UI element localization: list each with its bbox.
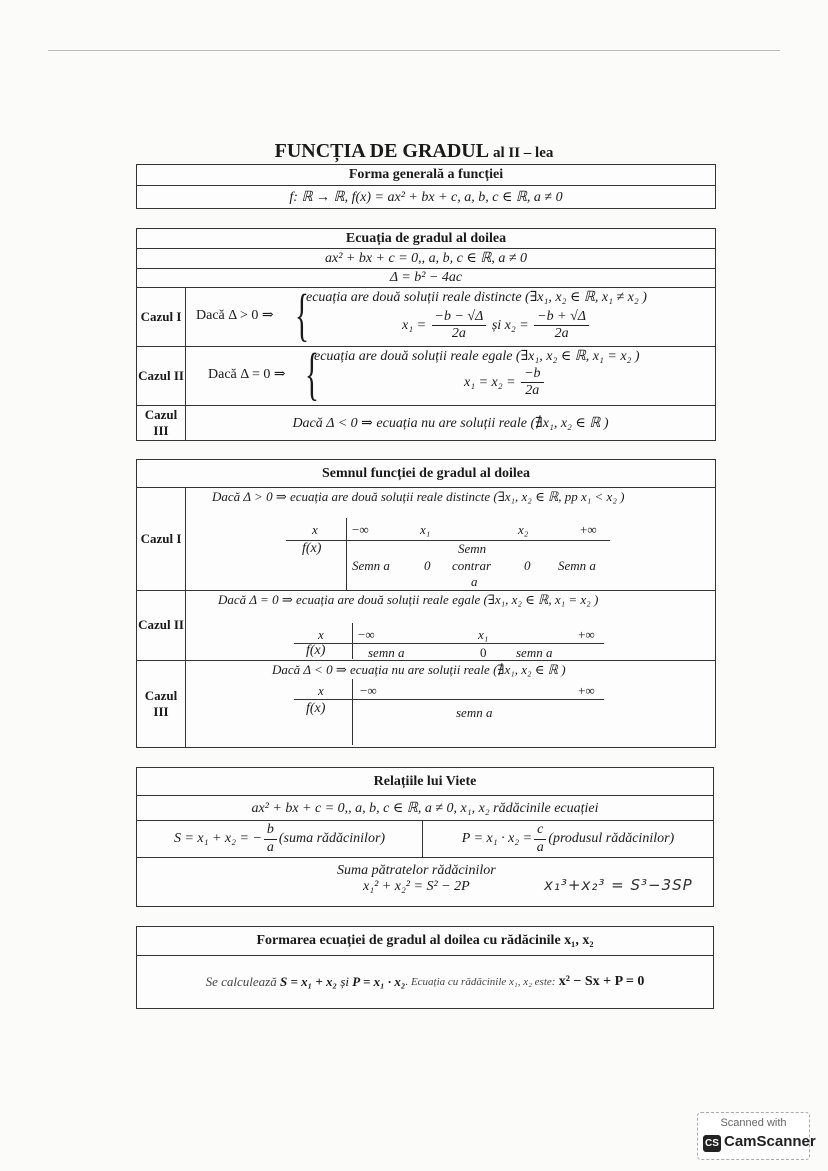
case-label: Cazul III — [137, 406, 186, 440]
page-title — [0, 140, 828, 163]
sign-value: 0 — [480, 645, 487, 660]
handwritten-cubes-note: x₁³+x₂³ = S³−3SP — [544, 876, 693, 894]
scan-edge-line — [48, 50, 780, 51]
root-label: x₁ = x₂ = — [464, 374, 516, 390]
col-plus-infinity: +∞ — [578, 683, 595, 698]
sum-left: S = x₁ + x₂ = − — [173, 831, 262, 846]
case-text: ecuația are două soluții reale egale (∃x₁, x₂ ∈ ℝ, x₁ = x₂ ) — [314, 349, 640, 364]
x2-numerator: −b + √Δ — [534, 309, 589, 326]
sign-case-1 — [137, 488, 715, 591]
sign-value: Semn a — [558, 558, 596, 573]
case-text: ecuația are două soluții reale distincte (∃x₁, x₂ ∈ ℝ, x₁ ≠ x₂ ) — [306, 290, 647, 305]
sum-formula — [137, 821, 423, 857]
title-main: FUNCȚIA DE GRADUL — [274, 140, 488, 162]
delta-formula: Δ = b² − 4ac — [137, 269, 715, 288]
sum-numerator: b — [264, 822, 277, 839]
equation-table — [136, 228, 716, 441]
case-text: Dacă Δ = 0 ⇒ ecuația are două soluții reale egale (∃x₁, x₂ ∈ ℝ, x₁ = x₂ ) — [218, 592, 599, 607]
x-label: x — [318, 683, 324, 698]
col-minus-infinity: −∞ — [360, 683, 377, 698]
sign-case-2 — [137, 591, 715, 661]
watermark-brand: CamScanner — [724, 1133, 816, 1150]
sign-value: 0 — [524, 558, 531, 573]
equation-case-3 — [137, 406, 715, 440]
sum-note: (suma rădăcinilor) — [278, 831, 386, 846]
col-minus-infinity: −∞ — [358, 627, 375, 642]
equation-case-1 — [137, 282, 715, 347]
case-label: Cazul I — [137, 488, 186, 590]
col-x1: x₁ — [420, 522, 431, 537]
case-text: Dacă Δ > 0 ⇒ ecuația are două soluții reale distincte (∃x₁, x₂ ∈ ℝ, pp x₁ < x₂ ) — [212, 489, 625, 504]
title-suffix: al II – lea — [492, 145, 554, 161]
case-condition: Dacă Δ > 0 ⇒ — [196, 308, 274, 323]
x-label: x — [312, 522, 318, 537]
sign-value: a — [471, 574, 478, 589]
sign-case-3 — [137, 661, 715, 747]
root-formula — [464, 366, 546, 399]
forming-middle: . Ecuația cu rădăcinile x₁, x₂ este: — [405, 976, 556, 988]
case-text: Dacă Δ < 0 ⇒ ecuația nu are soluții reale (∄x₁, x₂ ∈ ℝ ) — [292, 415, 609, 431]
x-label: x — [318, 627, 324, 642]
x2-denominator: 2a — [554, 326, 569, 342]
sum-denominator: a — [266, 839, 274, 855]
roots-formula — [402, 309, 591, 342]
camscanner-watermark — [697, 1112, 816, 1160]
forming-header: Formarea ecuației de gradul al doilea cu rădăcinile x₁, x₂ — [137, 927, 713, 956]
col-plus-infinity: +∞ — [580, 522, 597, 537]
case-label: Cazul II — [137, 347, 186, 405]
x1-label: x₁ = — [402, 317, 427, 333]
case-text: Dacă Δ < 0 ⇒ ecuația nu are soluții reale (∄x₁, x₂ ∈ ℝ ) — [272, 662, 566, 677]
brace-icon: { — [294, 282, 309, 347]
viete-table — [136, 767, 714, 907]
sign-header: Semnul funcției de gradul al doilea — [137, 460, 715, 488]
sign-value: Semn a — [352, 558, 390, 573]
root-numerator: −b — [521, 366, 543, 383]
general-form-header: Forma generală a funcției — [137, 165, 715, 186]
camscanner-logo-icon: CS — [703, 1135, 721, 1152]
case-label: Cazul III — [137, 661, 186, 747]
sign-table — [136, 459, 716, 748]
sign-value: semn a — [456, 705, 493, 720]
sign-value: semn a — [368, 645, 405, 660]
product-formula — [423, 822, 713, 855]
forming-equation: x² − Sx + P = 0 — [558, 974, 645, 989]
root-denominator: 2a — [525, 383, 540, 399]
col-x2: x₂ — [518, 522, 529, 537]
case-label: Cazul II — [137, 591, 186, 660]
sign-value: contrar — [452, 558, 491, 573]
viete-header: Relațiile lui Viete — [137, 768, 713, 796]
sign-value: Semn — [458, 541, 487, 556]
squares-formula: x₁² + x₂² = S² − 2P — [363, 879, 470, 894]
product-left: P = x₁ · x₂ = — [461, 831, 533, 846]
product-denominator: a — [536, 839, 544, 855]
forming-and: și — [340, 974, 350, 989]
fx-label: f(x) — [302, 541, 322, 556]
forming-product: P = x₁ · x₂ — [352, 974, 406, 989]
viete-squares-row — [137, 858, 713, 905]
general-form-table — [136, 164, 716, 209]
equation-formula: ax² + bx + c = 0,, a, b, c ∈ ℝ, a ≠ 0 — [137, 249, 715, 269]
general-form-formula: f: ℝ → ℝ, f(x) = ax² + bx + c, a, b, c ∈ ℝ, a ≠ 0 — [289, 189, 563, 205]
forming-table — [136, 926, 714, 1009]
x2-label: și x₂ = — [491, 317, 529, 333]
case-label: Cazul I — [137, 288, 186, 346]
forming-text — [137, 956, 713, 1008]
product-numerator: c — [534, 822, 546, 839]
x1-denominator: 2a — [451, 326, 466, 342]
equation-case-2 — [137, 341, 715, 406]
case-condition: Dacă Δ = 0 ⇒ — [208, 367, 286, 382]
forming-sum: S = x₁ + x₂ — [279, 974, 338, 989]
watermark-text: Scanned with — [720, 1117, 787, 1129]
fx-label: f(x) — [306, 701, 326, 716]
sign-value: 0 — [424, 558, 431, 573]
col-plus-infinity: +∞ — [578, 627, 595, 642]
squares-label: Suma pătratelor rădăcinilor — [337, 863, 496, 878]
equation-header: Ecuația de gradul al doilea — [137, 229, 715, 249]
brace-icon: { — [304, 341, 319, 406]
product-note: (produsul rădăcinilor) — [548, 831, 675, 846]
col-minus-infinity: −∞ — [352, 522, 369, 537]
viete-formula: ax² + bx + c = 0,, a, b, c ∈ ℝ, a ≠ 0, x₁, x₂ rădăcinile ecuației — [137, 796, 713, 821]
col-x1: x₁ — [478, 627, 489, 642]
viete-sum-product-row — [137, 821, 713, 858]
forming-intro: Se calculează — [205, 974, 277, 989]
x1-numerator: −b − √Δ — [432, 309, 487, 326]
sign-value: semn a — [516, 645, 553, 660]
fx-label: f(x) — [306, 643, 326, 658]
